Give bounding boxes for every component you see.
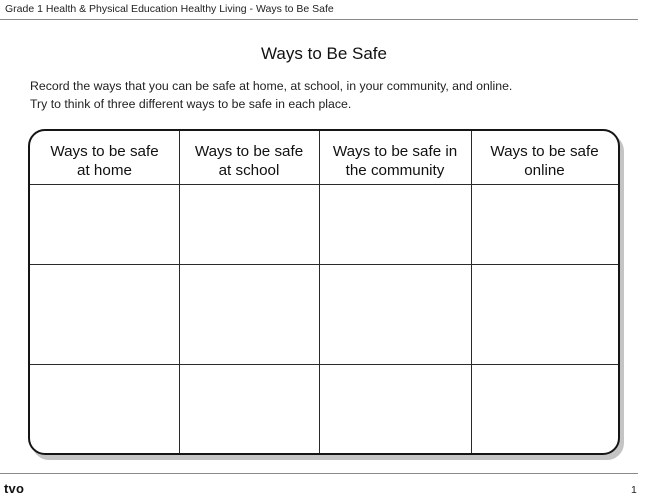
column-header-community	[319, 139, 471, 183]
answer-cell-home-1[interactable]	[30, 185, 179, 264]
page-number: 1	[631, 484, 637, 496]
column-header-online-line2: online	[524, 162, 565, 179]
answer-cell-home-3[interactable]	[30, 365, 179, 453]
worksheet-title: Ways to Be Safe	[261, 44, 387, 63]
tvo-logo: tvo	[4, 481, 25, 496]
column-header-online	[471, 139, 618, 183]
safety-table	[28, 129, 620, 455]
instruction-line-2: Try to think of three different ways to be safe in each place.	[30, 97, 352, 111]
column-header-school	[179, 139, 319, 183]
answer-cell-online-3[interactable]	[472, 365, 618, 453]
answer-cell-home-2[interactable]	[30, 265, 179, 364]
column-header-online-line1: Ways to be safe	[490, 143, 599, 160]
answer-cell-community-3[interactable]	[320, 365, 471, 453]
column-header-school-line2: at school	[218, 162, 280, 179]
answer-cell-online-2[interactable]	[472, 265, 618, 364]
column-header-home-line2: at home	[77, 162, 132, 179]
answer-cell-community-2[interactable]	[320, 265, 471, 364]
answer-cell-school-2[interactable]	[180, 265, 319, 364]
header-divider	[0, 19, 638, 20]
answer-cell-online-1[interactable]	[472, 185, 618, 264]
column-header-community-line2: the community	[345, 162, 445, 179]
column-header-home	[30, 139, 179, 183]
footer-divider	[0, 473, 638, 474]
column-header-community-line1: Ways to be safe in	[332, 143, 458, 160]
instruction-line-1: Record the ways that you can be safe at home, at school, in your community, and online.	[30, 79, 513, 93]
column-header-school-line1: Ways to be safe	[194, 143, 304, 160]
column-header-home-line1: Ways to be safe	[50, 143, 159, 160]
answer-cell-school-3[interactable]	[180, 365, 319, 453]
answer-cell-school-1[interactable]	[180, 185, 319, 264]
answer-cell-community-1[interactable]	[320, 185, 471, 264]
document-header-title: Grade 1 Health & Physical Education Healthy Living - Ways to Be Safe	[5, 3, 334, 15]
